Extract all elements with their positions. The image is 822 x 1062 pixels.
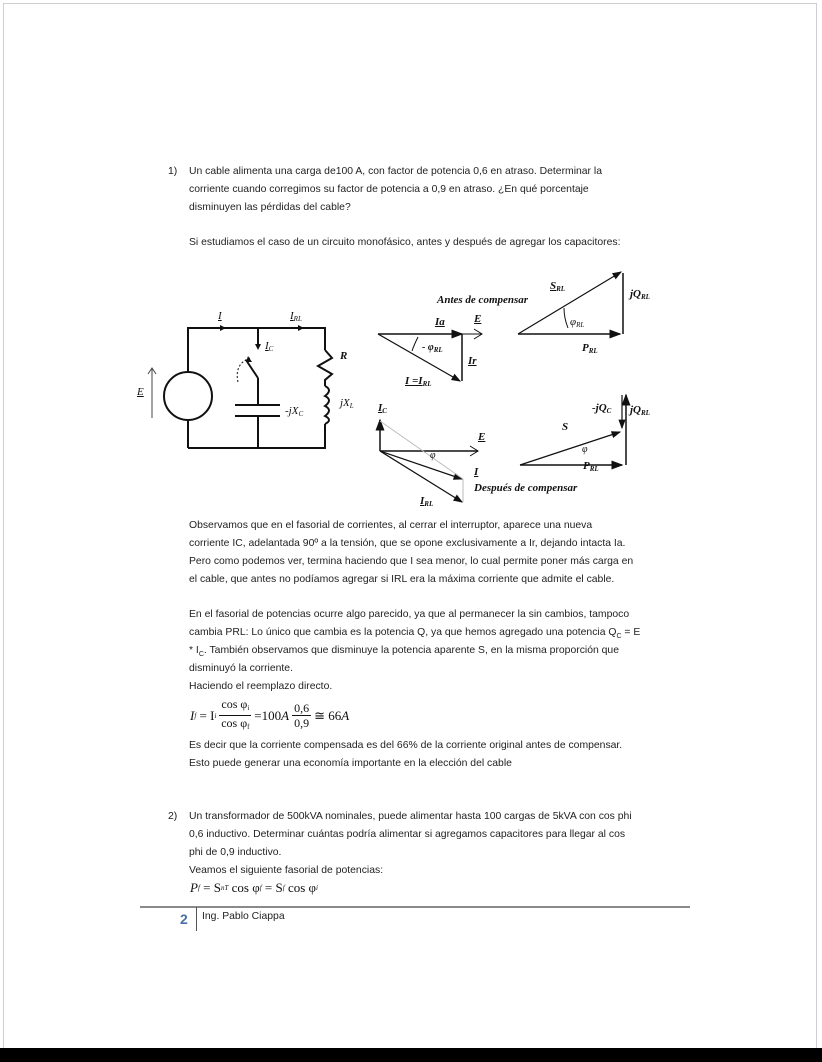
label-jQRL-after: $jQ_{RL}$ xyxy=(630,404,650,417)
footer-separator xyxy=(196,907,197,931)
before-title: Antes de compensar xyxy=(437,294,529,306)
label-S-after: S xyxy=(562,421,569,433)
label-phi-before: - $\varphi_{RL}$ xyxy=(422,342,443,354)
formula-current: I f = I i $\frac{\cos \varphi_i}{\cos \varphi_f}$ =100 A $\frac{0,6}{0,9}$ ≅ 66 A xyxy=(190,697,350,731)
label-E: E xyxy=(137,386,144,398)
problem2-line3: phi de 0,9 inductivo. xyxy=(189,847,282,858)
label-IC: $I_C$ xyxy=(265,340,274,353)
label-Ir: Ir xyxy=(468,355,477,367)
label-R: R xyxy=(340,350,348,362)
problem1-line3: disminuyen las pérdidas del cable? xyxy=(189,202,351,213)
label-jQRL-before: $jQ_{RL}$ xyxy=(630,288,650,301)
label-IC-after: $I_C$ xyxy=(378,402,387,415)
para2-line3: * $I_C$. También observamos que disminuye la potencia aparente S, en la misma proporción que xyxy=(189,645,619,659)
label-jQC: $-jQ_C$ xyxy=(592,402,612,415)
para2-line2: cambia PRL: Lo único que cambia es la potencia Q, ya que hemos agregado una potencia $Q_C = E$ xyxy=(189,627,641,641)
problem1-number: 1) xyxy=(168,166,178,177)
formula-power: P f = S nT cos φ f = S f cos φ i xyxy=(190,880,318,895)
label-IRL-after: $I_{RL}$ xyxy=(420,495,434,508)
label-IRL: $I_{RL}$ xyxy=(290,310,302,323)
para2-line5: Haciendo el reemplazo directo. xyxy=(189,681,333,692)
after-title: Después de compensar xyxy=(474,482,578,494)
para1-line1: Observamos que en el fasorial de corrientes, al cerrar el interruptor, aparece una nueva xyxy=(189,520,593,531)
para1-line2: corriente IC, adelantada 90º a la tensión, que se opone exclusivamente a Ir, dejando intacta Ia. xyxy=(189,538,626,549)
page-number: 2 xyxy=(180,911,188,927)
conclusion-line1: Es decir que la corriente compensada es del 66% de la corriente original antes de compensar. xyxy=(189,740,623,751)
para1-line4: el cable, que antes no podíamos agregar si IRL era la máxima corriente que admite el cable. xyxy=(189,574,615,585)
problem1-line1: Un cable alimenta una carga de100 A, con factor de potencia 0,6 en atraso. Determinar la xyxy=(189,166,602,177)
problem1-intro: Si estudiamos el caso de un circuito monofásico, antes y después de agregar los capacitores: xyxy=(189,237,621,248)
bottom-black-bar xyxy=(0,1048,822,1062)
label-SRL: $S_{RL}$ xyxy=(550,280,566,293)
problem2-line4: Veamos el siguiente fasorial de potencias: xyxy=(189,865,384,876)
footer-divider xyxy=(140,906,690,908)
problem1-line2: corriente cuando corregimos su factor de potencia a 0,9 en atraso. ¿En qué porcentaje xyxy=(189,184,589,195)
label-I: I xyxy=(218,310,222,322)
para2-line4: disminuyó la corriente. xyxy=(189,663,293,674)
label-phi-after: φ xyxy=(430,450,436,461)
para1-line3: Pero como podemos ver, termina haciendo que I sea menor, lo cual permite poner más carga en xyxy=(189,556,634,567)
label-Ia: Ia xyxy=(435,316,445,328)
label-PRL-after: $P_{RL}$ xyxy=(583,460,599,473)
para2-line1: En el fasorial de potencias ocurre algo parecido, ya que al permanecer la sin cambios, tampoco xyxy=(189,609,630,620)
label-I-eq-IRL: $I =I_{RL}$ xyxy=(405,375,432,388)
label-phi2-after: φ xyxy=(582,444,588,455)
problem2-number: 2) xyxy=(168,811,178,822)
conclusion-line2: Esto puede generar una economía importante en la elección del cable xyxy=(189,758,512,769)
label-XC: $-jX_C$ xyxy=(285,405,304,418)
label-phiRL: $\varphi_{RL}$ xyxy=(570,316,585,329)
footer-author: Ing. Pablo Ciappa xyxy=(202,911,285,922)
problem2-line2: 0,6 inductivo. Determinar cuántas podría alimentar si agregamos capacitores para llegar al cos xyxy=(189,829,626,840)
label-XL: $jX_L$ xyxy=(340,397,354,410)
circuit-diagram xyxy=(130,300,370,460)
label-E-after: E xyxy=(478,431,486,443)
problem2-line1: Un transformador de 500kVA nominales, puede alimentar hasta 100 cargas de 5kVA con cos phi xyxy=(189,811,632,822)
label-I-after: I xyxy=(474,466,479,478)
label-E-before: E xyxy=(474,313,482,325)
label-PRL-before: $P_{RL}$ xyxy=(582,342,598,355)
